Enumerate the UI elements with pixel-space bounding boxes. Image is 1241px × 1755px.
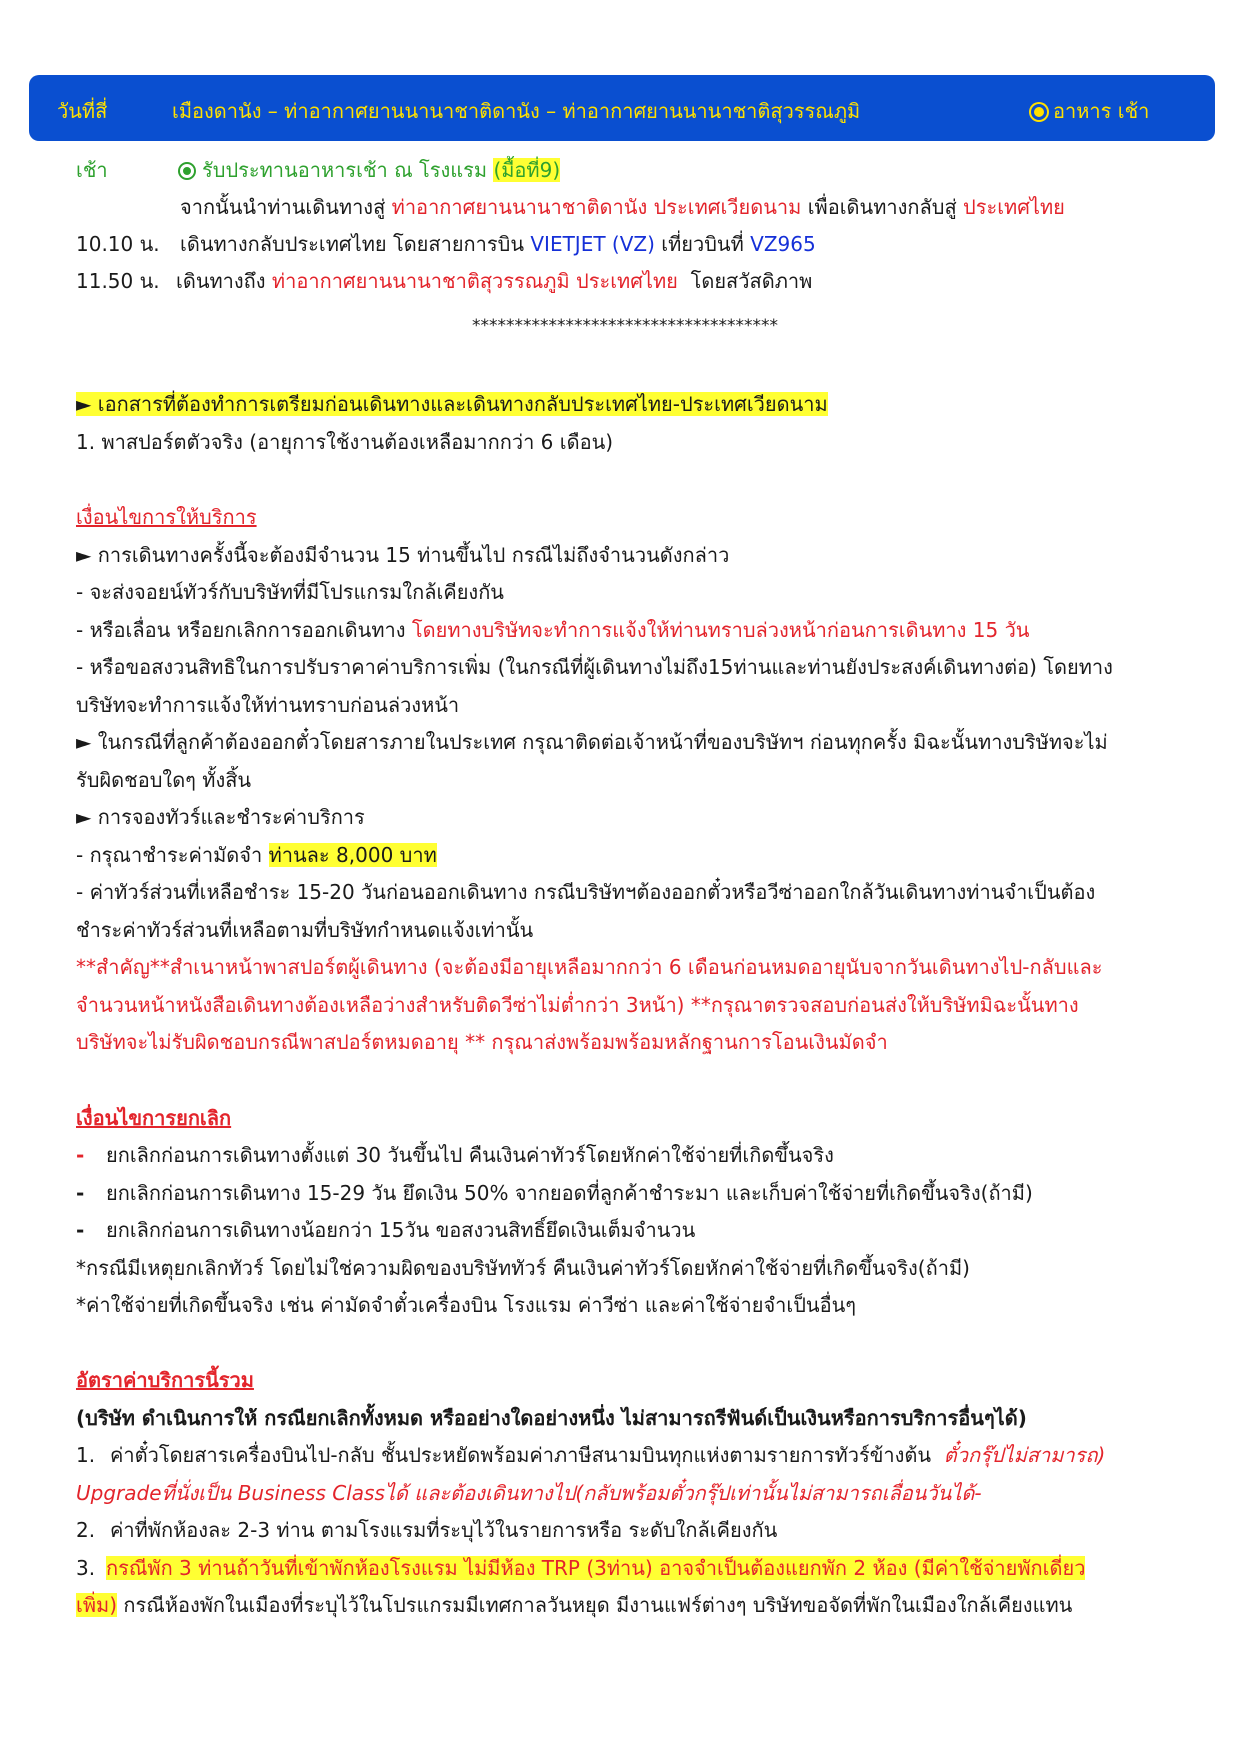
rates-subheading: (บริษัท ดำเนินการให้ กรณียกเลิกทั้งหมด หรืออย่างใดอย่างหนึ่ง ไม่สามารถรีฟันด์เป็นเงินหรือการบริการอื่นๆได้) [76, 1406, 1027, 1430]
day-route: เมืองดานัง – ท่าอากาศยานนานาชาติดานัง – ท่าอากาศยานนานาชาติสุวรรณภูมิ [172, 99, 861, 123]
plate-icon [180, 164, 194, 178]
rate-highlight: กรณีพัก 3 ท่านถ้าวันที่เข้าพักห้องโรงแรม ไม่มีห้อง TRP (3ท่าน) อาจจำเป็นต้องแยกพัก 2 ห้อง (มีค่าใช้จ่ายพักเดี่ยว [106, 1556, 1086, 1580]
arrival-post: โดยสวัสดิภาพ [690, 269, 813, 293]
service-line [76, 616, 1029, 644]
cancel-item: ยกเลิกก่อนการเดินทาง 15-29 วัน ยึดเงิน 50% จากยอดที่ลูกค้าชำระมา และเก็บค่าใช้จ่ายที่เกิดขึ้นจริง(ถ้ามี) [106, 1181, 1033, 1205]
service-heading: เงื่อนไขการให้บริการ [76, 505, 257, 529]
rate-item [110, 1441, 1105, 1469]
cancel-note: *ค่าใช้จ่ายที่เกิดขึ้นจริง เช่น ค่ามัดจำตั๋วเครื่องบิน โรงแรม ค่าวีซ่า และค่าใช้จ่ายจำเป็นอื่นๆ [76, 1293, 857, 1317]
depart-pre: จากนั้นนำท่านเดินทางสู่ [180, 195, 386, 219]
important-note: บริษัทจะไม่รับผิดชอบกรณีพาสปอร์ตหมดอายุ ** กรุณาส่งพร้อมพร้อมหลักฐานการโอนเงินมัดจำ [76, 1030, 888, 1054]
rate-number: 1. [76, 1443, 96, 1467]
time-2: 11.50 น. [76, 269, 160, 293]
service-red-text: โดยทางบริษัทจะทำการแจ้งให้ท่านทราบล่วงหน้าก่อนการเดินทาง 15 วัน [411, 618, 1030, 642]
service-line: บริษัทจะทำการแจ้งให้ท่านทราบก่อนล่วงหน้า [76, 693, 460, 717]
rate-red-text: ตั๋วกรุ๊ปไม่สามารถ) [943, 1443, 1106, 1467]
documents-heading-text: ► เอกสารที่ต้องทำการเตรียมก่อนเดินทางและเดินทางกลับประเทศไทย-ประเทศเวียดนาม [76, 392, 828, 416]
rate-item-cont [76, 1591, 1072, 1619]
rate-item [106, 1554, 1085, 1582]
service-line: - ค่าทัวร์ส่วนที่เหลือชำระ 15-20 วันก่อนออกเดินทาง กรณีบริษัทฯต้องออกตั๋วหรือวีซ่าออกใกล้วันเดินทางท่านจำเป็นต้อง [76, 880, 1096, 904]
service-line: ชำระค่าทัวร์ส่วนที่เหลือตามที่บริษัทกำหนดแจ้งเท่านั้น [76, 918, 534, 942]
service-line: ► การจองทัวร์และชำระค่าบริการ [76, 805, 365, 829]
service-line: รับผิดชอบใดๆ ทั้งสิ้น [76, 768, 252, 792]
cancel-item: ยกเลิกก่อนการเดินทางตั้งแต่ 30 วันขึ้นไป คืนเงินค่าทัวร์โดยหักค่าใช้จ่ายที่เกิดขึ้นจริง [106, 1143, 834, 1167]
separator-stars: ************************************ [472, 316, 778, 336]
breakfast-line [180, 156, 560, 184]
airline: VIETJET (VZ) [530, 232, 655, 256]
breakfast-text: รับประทานอาหารเช้า ณ โรงแรม [202, 158, 488, 182]
arrival-airport: ท่าอากาศยานนานาชาติสุวรรณภูมิ ประเทศไทย [271, 269, 678, 293]
flight-number: VZ965 [750, 232, 816, 256]
depart-country: ประเทศไทย [963, 195, 1065, 219]
rate-number: 3. [76, 1556, 96, 1580]
rate-text: ค่าตั๋วโดยสารเครื่องบินไป-กลับ ชั้นประหยัดพร้อมค่าภาษีสนามบินทุกแห่งตามรายการทัวร์ข้างต้น [110, 1443, 932, 1467]
flight-pre: เดินทางกลับประเทศไทย โดยสายการบิน [180, 232, 525, 256]
rate-text: กรณีห้องพักในเมืองที่ระบุไว้ในโปรแกรมมีเทศกาลวันหยุด มีงานแฟร์ต่างๆ บริษัทขอจัดที่พักในเมืองใกล้เคียงแทน [123, 1593, 1073, 1617]
service-line: ► ในกรณีที่ลูกค้าต้องออกตั๋วโดยสารภายในประเทศ กรุณาติดต่อเจ้าหน้าที่ของบริษัทฯ ก่อนทุกครั้ง มิฉะนั้นทางบริษัทจะไม่ [76, 730, 1108, 754]
rates-heading: อัตราค่าบริการนี้รวม [76, 1368, 254, 1392]
cancel-note: *กรณีมีเหตุยกเลิกทัวร์ โดยไม่ใช่ความผิดของบริษัททัวร์ คืนเงินค่าทัวร์โดยหักค่าใช้จ่ายที่เกิดขึ้นจริง(ถ้ามี) [76, 1256, 970, 1280]
deposit-amount: ท่านละ 8,000 บาท [268, 843, 437, 867]
important-note: จำนวนหน้าหนังสือเดินทางต้องเหลือว่างสำหรับติดวีซ่าไม่ต่ำกว่า 3หน้า) **กรุณาตรวจสอบก่อนส่งให้บริษัทมิฉะนั้นทาง [76, 993, 1079, 1017]
service-line [76, 841, 437, 869]
plate-icon [1031, 104, 1047, 120]
flight-line [180, 230, 816, 258]
meal-info [1031, 95, 1149, 127]
meal-label: อาหาร เช้า [1053, 99, 1150, 123]
service-line: - หรือขอสงวนสิทธิในการปรับราคาค่าบริการเพิ่ม (ในกรณีที่ผู้เดินทางไม่ถึง15ท่านและท่านยังประสงค์เดินทางต่อ) โดยทาง [76, 655, 1113, 679]
arrival-pre: เดินทางถึง [176, 269, 266, 293]
flight-mid: เที่ยวบินที่ [661, 232, 744, 256]
bullet-dash: - [76, 1143, 85, 1167]
meal-number: (มื้อที่9) [493, 158, 561, 182]
service-line: ► การเดินทางครั้งนี้จะต้องมีจำนวน 15 ท่านขึ้นไป กรณีไม่ถึงจำนวนดังกล่าว [76, 543, 730, 567]
arrival-line [176, 267, 812, 295]
deposit-text: - กรุณาชำระค่ามัดจำ [76, 843, 263, 867]
important-note: **สำคัญ**สำเนาหน้าพาสปอร์ตผู้เดินทาง (จะต้องมีอายุเหลือมากกว่า 6 เดือนก่อนหมดอายุนับจากวันเดินทางไป-กลับและ [76, 955, 1103, 979]
bullet-dash: - [76, 1181, 85, 1205]
depart-airport: ท่าอากาศยานนานาชาติดานัง ประเทศเวียดนาม [391, 195, 802, 219]
rate-item-cont: Upgradeที่นั่งเป็น Business Classได้ และต้องเดินทางไป(กลับพร้อมตั๋วกรุ๊ปเท่านั้นไม่สามารถเลื่อนวันได้- [76, 1481, 982, 1505]
depart-mid: เพื่อเดินทางกลับสู่ [807, 195, 957, 219]
morning-label: เช้า [76, 158, 108, 182]
cancel-item: ยกเลิกก่อนการเดินทางน้อยกว่า 15วัน ขอสงวนสิทธิ์ยึดเงินเต็มจำนวน [106, 1218, 696, 1242]
service-text: - หรือเลื่อน หรือยกเลิกการออกเดินทาง [76, 618, 406, 642]
documents-item: 1. พาสปอร์ตตัวจริง (อายุการใช้งานต้องเหลือมากกว่า 6 เดือน) [76, 430, 614, 454]
time-1: 10.10 น. [76, 232, 160, 256]
day-label: วันที่สี่ [57, 99, 108, 123]
day-banner [29, 75, 1215, 141]
service-line: - จะส่งจอยน์ทัวร์กับบริษัทที่มีโปรแกรมใกล้เคียงกัน [76, 580, 504, 604]
documents-heading [76, 390, 828, 418]
cancel-heading: เงื่อนไขการยกเลิก [76, 1106, 232, 1130]
rate-highlight: เพิ่ม) [76, 1593, 118, 1617]
rate-number: 2. [76, 1518, 96, 1542]
rate-item: ค่าที่พักห้องละ 2-3 ท่าน ตามโรงแรมที่ระบุไว้ในรายการหรือ ระดับใกล้เคียงกัน [110, 1518, 778, 1542]
depart-line [180, 193, 1065, 221]
bullet-dash: - [76, 1218, 85, 1242]
